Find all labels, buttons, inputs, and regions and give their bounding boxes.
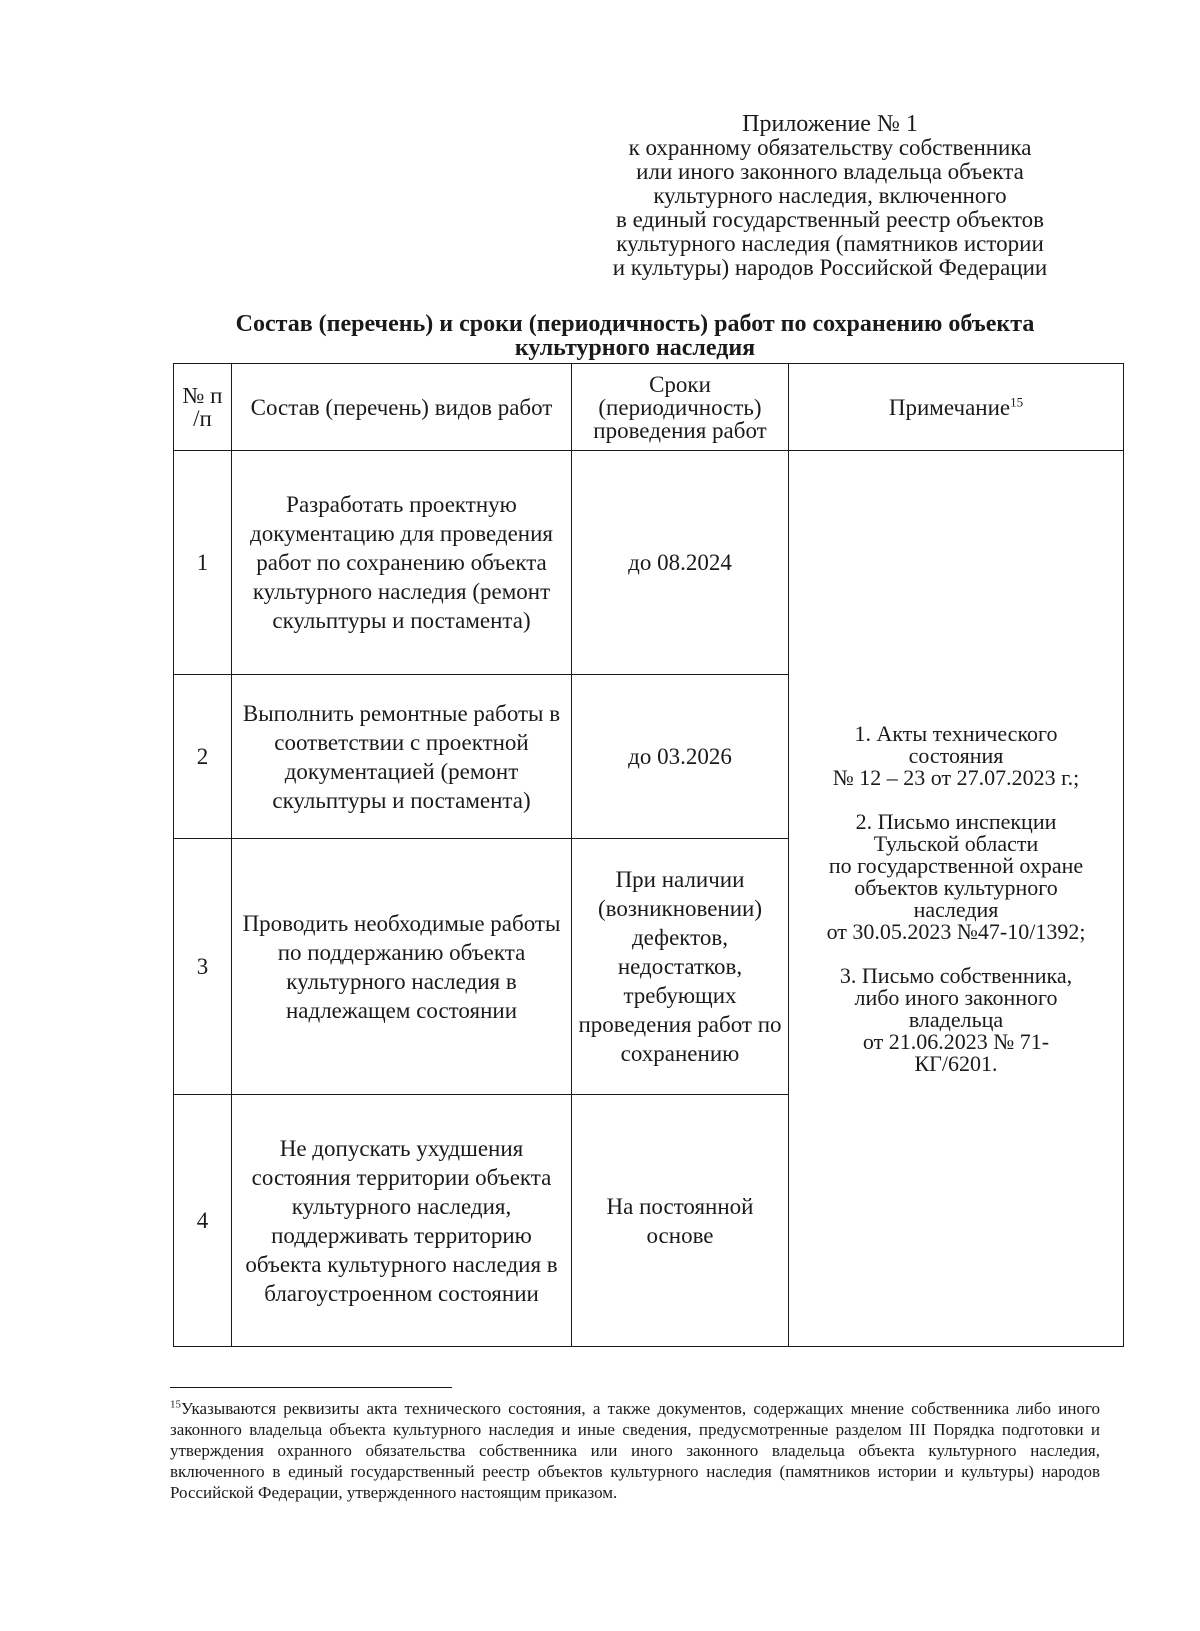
footnote-divider [170,1387,452,1388]
row-works: Разработать проектную документацию для проведения работ по сохранению объекта культурного наследия (ремонт скульптуры и постамента) [232,451,572,675]
appendix-line: и культуры) народов Российской Федерации [612,255,1048,280]
row-terms: На постоянной основе [572,1095,789,1347]
note-line: 3. Письмо собственника, [839,962,1073,988]
header-works: Состав (перечень) видов работ [232,364,572,451]
row-works: Проводить необходимые работы по поддержанию объекта культурного наследия в надлежащем состоянии [232,839,572,1095]
note-line: объектов культурного [854,874,1058,900]
header-note-label: Примечание [888,394,1011,420]
row-num: 1 [174,451,232,675]
note-line: наследия [913,896,999,922]
note-line: по государственной охране [828,852,1084,878]
row-terms: до 03.2026 [572,675,789,839]
note-line: владельца [908,1006,1004,1032]
title-line-2: культурного наследия [514,335,756,361]
note-line: КГ/6201. [914,1050,998,1076]
appendix-line: или иного законного владельца объекта [636,159,1024,184]
appendix-line: культурного наследия, включенного [653,183,1007,208]
table-header-row [174,364,1124,451]
footnote-ref: 15 [1010,393,1024,409]
works-table [173,363,1124,1347]
note-line: № 12 – 23 от 27.07.2023 г.; [832,764,1080,790]
footnote [170,1398,1100,1503]
note-line: Тульской области [873,830,1039,856]
appendix-line: Приложение № 1 [742,111,918,137]
row-works: Не допускать ухудшения состояния территории объекта культурного наследия, поддерживать территорию объекта культурного наследия в благоустроенном состоянии [232,1095,572,1347]
row-terms: При наличии (возникновении) дефектов, недостатков, требующих проведения работ по сохранению [572,839,789,1095]
note-line: 2. Письмо инспекции [855,808,1057,834]
header-terms: Сроки (периодичность) проведения работ [572,364,789,451]
note-line: состояния [908,742,1004,768]
appendix-line: в единый государственный реестр объектов [616,207,1044,232]
table-row [174,451,1124,675]
footnote-text: Указываются реквизиты акта технического состояния, а также документов, содержащих мнение собственника либо иного законного владельца объекта культурного наследия и иные сведения, предусмотренные разделом III Порядка подготовки и утверждения охранного обязательства собственника или иного законного владельца объекта культурного наследия, включенного в единый государственный реестр объектов культурного наследия (памятников истории и культуры) народов Российской Федерации, утвержденного настоящим приказом. [170,1399,1100,1502]
document-title [170,312,1100,360]
header-note [789,364,1124,451]
note-line: от 30.05.2023 №47-10/1392; [826,918,1086,944]
note-line: от 21.06.2023 № 71- [862,1028,1050,1054]
row-terms: до 08.2024 [572,451,789,675]
notes-cell [789,451,1124,1347]
appendix-line: культурного наследия (памятников истории [616,231,1044,256]
title-line-1: Состав (перечень) и сроки (периодичность) работ по сохранению объекта [235,311,1035,337]
header-num: № п /п [174,364,232,451]
row-works: Выполнить ремонтные работы в соответствии с проектной документацией (ремонт скульптуры и постамента) [232,675,572,839]
row-num: 4 [174,1095,232,1347]
note-line: либо иного законного [854,984,1058,1010]
appendix-header [560,112,1100,280]
note-line: 1. Акты технического [854,720,1058,746]
footnote-number: 15 [170,1398,181,1411]
appendix-line: к охранному обязательству собственника [628,135,1032,160]
row-num: 3 [174,839,232,1095]
row-num: 2 [174,675,232,839]
